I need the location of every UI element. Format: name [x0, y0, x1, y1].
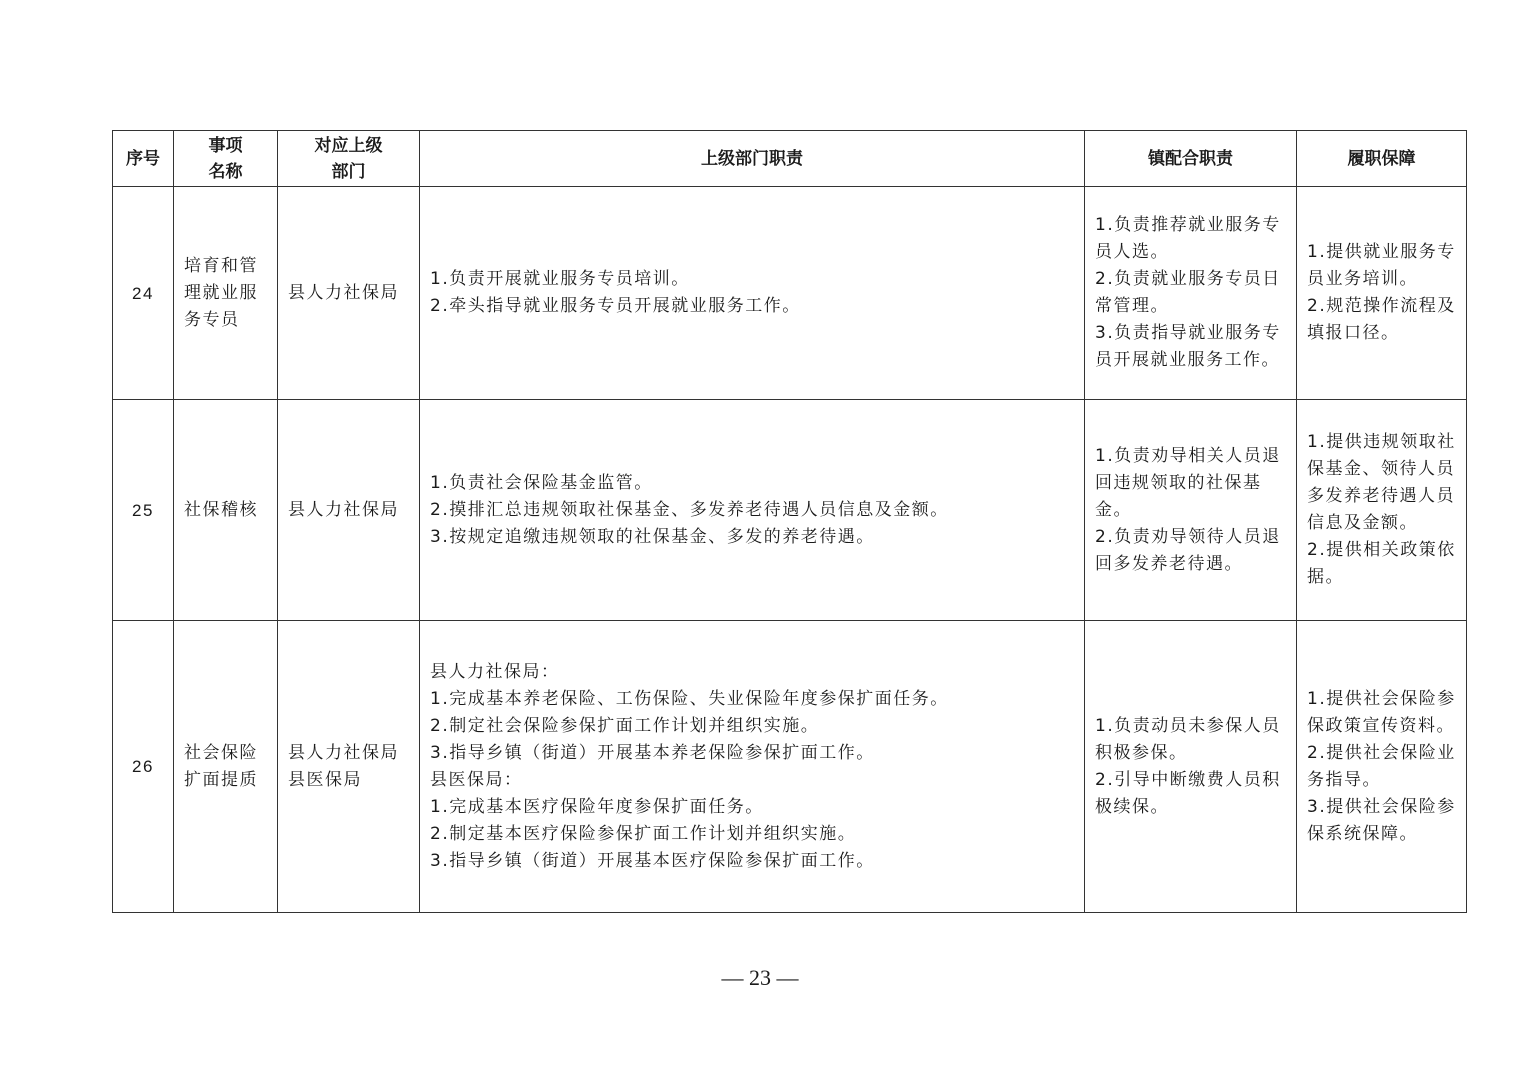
cell-dept — [278, 187, 420, 400]
header-guarantee: 履职保障 — [1297, 131, 1467, 187]
cell-line: 1.负责社会保险基金监管。 — [430, 472, 653, 493]
cell-line: 1.提供社会保险参保政策宣传资料。 — [1307, 688, 1456, 736]
cell-line: 县医保局： — [430, 769, 523, 790]
header-upper-duty: 上级部门职责 — [420, 131, 1085, 187]
page-number: — 23 — — [721, 965, 799, 990]
cell-upper-duty — [420, 400, 1085, 621]
cell-line: 务专员 — [184, 309, 240, 330]
header-dept — [278, 131, 420, 187]
cell-town-duty — [1085, 621, 1297, 913]
cell-guarantee — [1297, 400, 1467, 621]
header-item — [174, 131, 278, 187]
cell-line: 1.提供违规领取社保基金、领待人员多发养老待遇人员信息及金额。 — [1307, 432, 1456, 533]
cell-item — [174, 400, 278, 621]
cell-upper-duty — [420, 621, 1085, 913]
cell-line: 2.制定基本医疗保险参保扩面工作计划并组织实施。 — [430, 823, 857, 844]
cell-line: 2.提供相关政策依据。 — [1307, 540, 1456, 587]
cell-line: 县人力社保局 — [288, 499, 399, 520]
header-dept-line: 对应上级 — [314, 135, 383, 156]
cell-line: 2.负责劝导领待人员退回多发养老待遇。 — [1095, 526, 1281, 574]
cell-line: 1.完成基本医疗保险年度参保扩面任务。 — [430, 796, 764, 817]
table-row — [113, 400, 1467, 621]
cell-line: 2.提供社会保险业务指导。 — [1307, 742, 1456, 790]
cell-line: 2.制定社会保险参保扩面工作计划并组织实施。 — [430, 715, 820, 736]
cell-line: 县人力社保局 — [288, 282, 399, 303]
cell-line: 1.负责开展就业服务专员培训。 — [430, 269, 690, 289]
cell-dept — [278, 621, 420, 913]
cell-line: 1.完成基本养老保险、工伤保险、失业保险年度参保扩面任务。 — [430, 688, 949, 709]
cell-line: 3.指导乡镇（街道）开展基本医疗保险参保扩面工作。 — [430, 850, 875, 871]
cell-seq: 26 — [113, 621, 174, 913]
cell-line: 县人力社保局 — [288, 742, 399, 763]
cell-line: 3.负责指导就业服务专员开展就业服务工作。 — [1095, 323, 1281, 370]
cell-dept — [278, 400, 420, 621]
cell-line: 县医保局 — [288, 769, 362, 790]
table-header-row — [113, 131, 1467, 187]
duty-table — [112, 130, 1467, 913]
cell-item — [174, 621, 278, 913]
header-dept-line: 部门 — [331, 161, 366, 182]
header-town-duty: 镇配合职责 — [1085, 131, 1297, 187]
cell-line: 扩面提质 — [184, 769, 258, 790]
cell-line: 1.提供就业服务专员业务培训。 — [1307, 242, 1456, 289]
cell-line: 2.牵头指导就业服务专员开展就业服务工作。 — [430, 296, 801, 316]
cell-line: 社保稽核 — [184, 499, 258, 520]
cell-guarantee — [1297, 621, 1467, 913]
cell-line: 2.摸排汇总违规领取社保基金、多发养老待遇人员信息及金额。 — [430, 499, 949, 520]
cell-town-duty — [1085, 400, 1297, 621]
cell-seq: 25 — [113, 400, 174, 621]
cell-line: 3.提供社会保险参保系统保障。 — [1307, 796, 1456, 844]
cell-line: 1.负责推荐就业服务专员人选。 — [1095, 215, 1281, 262]
header-item-line: 名称 — [208, 161, 243, 182]
cell-line: 县人力社保局： — [430, 661, 560, 682]
cell-line: 3.指导乡镇（街道）开展基本养老保险参保扩面工作。 — [430, 742, 875, 763]
table-row — [113, 187, 1467, 400]
cell-line: 2.引导中断缴费人员积极续保。 — [1095, 769, 1281, 817]
cell-line: 培育和管 — [184, 255, 258, 276]
cell-line: 3.按规定追缴违规领取的社保基金、多发的养老待遇。 — [430, 526, 875, 547]
cell-line: 1.负责劝导相关人员退回违规领取的社保基金。 — [1095, 445, 1281, 520]
cell-line: 社会保险 — [184, 742, 258, 763]
cell-line: 1.负责动员未参保人员积极参保。 — [1095, 715, 1281, 763]
cell-guarantee — [1297, 187, 1467, 400]
cell-line: 2.负责就业服务专员日常管理。 — [1095, 269, 1281, 316]
table-row — [113, 621, 1467, 913]
cell-seq: 24 — [113, 187, 174, 400]
header-seq: 序号 — [113, 131, 174, 187]
header-item-line: 事项 — [208, 135, 243, 156]
cell-item — [174, 187, 278, 400]
cell-upper-duty — [420, 187, 1085, 400]
cell-line: 2.规范操作流程及填报口径。 — [1307, 296, 1456, 343]
cell-town-duty — [1085, 187, 1297, 400]
cell-line: 理就业服 — [184, 282, 258, 303]
